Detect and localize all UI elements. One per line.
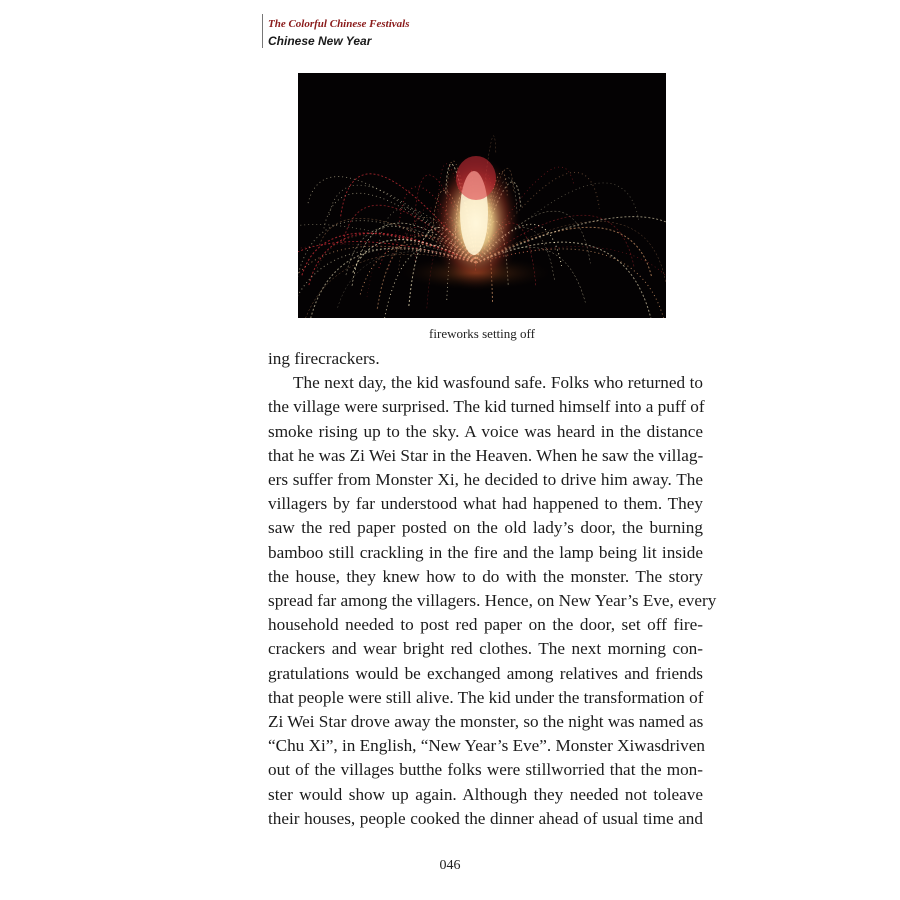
text-line: their houses, people cooked the dinner ahead of usual time and xyxy=(268,808,703,828)
text-line: smoke rising up to the sky. A voice was heard in the distance xyxy=(268,421,703,441)
running-header-title: Chinese New Year xyxy=(268,34,372,48)
text-line: crackers and wear bright red clothes. The next morning con- xyxy=(268,639,703,659)
fireworks-photo xyxy=(298,73,666,318)
text-line: the village were surprised. The kid turned himself into a puff of xyxy=(268,397,705,417)
body-text xyxy=(268,347,717,831)
figure-caption: fireworks setting off xyxy=(429,326,535,341)
text-line: out of the villages butthe folks were stillworried that the mon- xyxy=(268,760,703,780)
text-line: spread far among the villagers. Hence, on New Year’s Eve, every xyxy=(268,591,717,611)
header-rule xyxy=(262,14,263,48)
text-line: ing firecrackers. xyxy=(268,349,380,368)
text-line: ers suffer from Monster Xi, he decided to drive him away. The xyxy=(268,470,703,490)
text-line: gratulations would be exchanged among relatives and friends xyxy=(268,663,703,683)
text-line: the house, they knew how to do with the monster. The story xyxy=(268,566,703,586)
text-line: that people were still alive. The kid under the transformation of xyxy=(268,687,704,707)
text-line: saw the red paper posted on the old lady’s door, the burning xyxy=(268,518,703,538)
running-header-series: The Colorful Chinese Festivals xyxy=(268,18,410,30)
text-line: household needed to post red paper on the door, set off fire- xyxy=(268,615,703,635)
text-line: Zi Wei Star drove away the monster, so the night was named as xyxy=(268,712,704,732)
text-line: bamboo still crackling in the fire and the lamp being lit inside xyxy=(268,542,703,562)
page-number: 046 xyxy=(439,858,461,873)
text-line: that he was Zi Wei Star in the Heaven. When he saw the villag- xyxy=(268,445,704,465)
text-line: “Chu Xi”, in English, “New Year’s Eve”. Monster Xiwasdriven xyxy=(268,736,705,756)
text-line: The next day, the kid wasfound safe. Folks who returned to xyxy=(293,373,703,393)
fireworks-image xyxy=(298,73,666,318)
text-line: villagers by far understood what had happened to them. They xyxy=(268,494,703,514)
text-line: ster would show up again. Although they needed not toleave xyxy=(268,784,703,804)
